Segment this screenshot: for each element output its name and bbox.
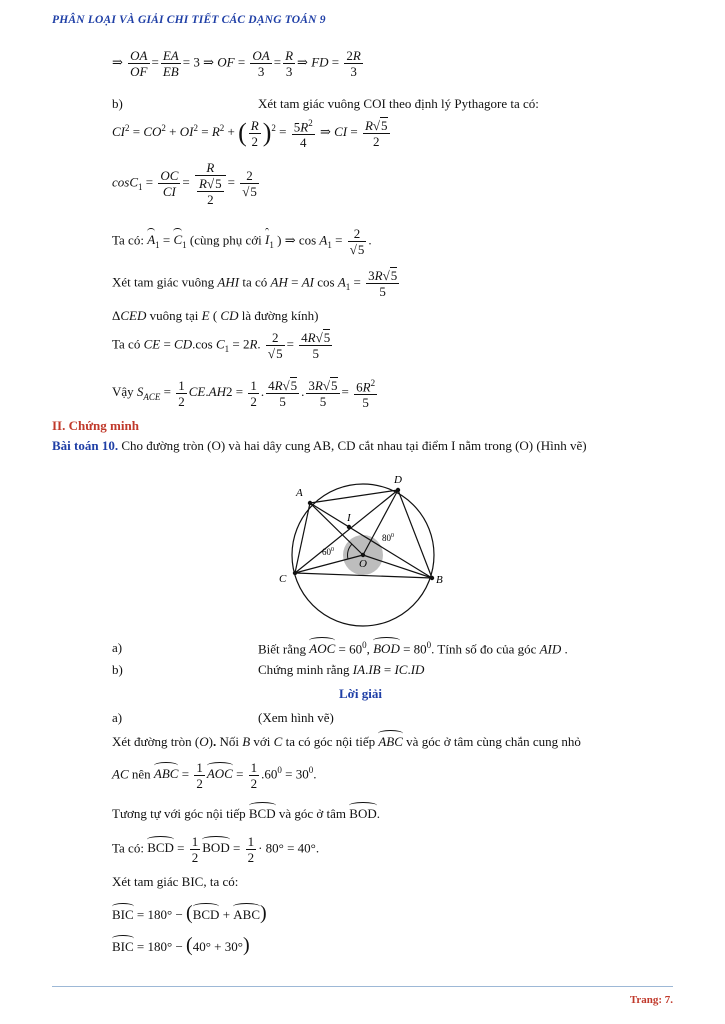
question-b: Chứng minh rằng IA.IB = IC.ID [258, 662, 425, 677]
point-b [430, 576, 434, 580]
taco-prefix: Ta có: [112, 232, 144, 248]
ratio-line: ⇒ $\frac{OA}{OF}$ = $\frac{EA}{EB}$ = 3 ⇒ OF = $\frac{OA}{3}$ = $\frac{R}{3}$ ⇒ FD = $\frac{2R}{3}$ [112, 48, 361, 79]
problem-text: Cho đường tròn (O) và hai dây cung AB, CD cắt nhau tại điểm I nằm trong (O) (Hình vẽ) [121, 438, 587, 453]
ci-equation: $CI^2 = CO^2 + OI^2 = R^2$ + ( $\frac{R}{2}$ )$^2$ = $\frac{5R^2}{4}$ ⇒ CI = $\frac{R√5}{2}$ [112, 117, 388, 151]
point-a [308, 501, 312, 505]
point-i [347, 525, 351, 529]
b-label: b) [112, 96, 123, 111]
ahi-line: Xét tam giác vuông AHI ta có AH = AI $\cos A_1$ = $\frac{3R√5}{5}$ [112, 268, 398, 299]
label-o: O [359, 558, 367, 570]
label-c: C [279, 573, 287, 585]
taco-mid: (cùng phụ cới [189, 232, 262, 248]
solution-heading: Lời giải [339, 686, 382, 701]
point-c [293, 571, 297, 575]
label-b: B [436, 574, 443, 586]
page-header: PHÂN LOẠI VÀ GIẢI CHI TIẾT CÁC DẠNG TOÁN 9 [52, 14, 326, 26]
question-a-label: a) [112, 640, 123, 655]
solution-a-label: a) [112, 710, 123, 725]
problem-label: Bài toán 10. [52, 438, 119, 453]
segment-oa [310, 503, 363, 555]
point-d [396, 488, 400, 492]
segment-db [398, 490, 432, 578]
solution-p2: Tương tự với góc nội tiếp BCD và góc ở tâm BOD. [112, 806, 380, 821]
angle-60-label: $60^0$ [322, 547, 334, 557]
problem-statement [52, 438, 587, 454]
solution-p5: BIC = 180° − (BCD + ABC) [112, 902, 267, 924]
label-i: I [347, 512, 351, 524]
section-title: II. Chứng minh [52, 418, 139, 433]
footer-divider [52, 986, 673, 987]
angle-relation: Ta có: $A_1 = C_1$ (cùng phụ cới $I_1$ ) ⇒ $\cos A_1$ = $\frac{2}{√5}$ . [112, 226, 372, 257]
cos-equation: cosC$_1$ = $\frac{OC}{CI}$ = $\frac{R}{\frac{R√5}{2}}$ = $\frac{2}{√5}$ [112, 160, 257, 207]
b-intro: Xét tam giác vuông COI theo định lý Pythagore ta có: [258, 96, 539, 111]
solution-p1b: AC nên ABC = $\frac{1}{2}$ AOC = $\frac{1}{2}$ $.60^0 = 30^0$. [112, 760, 317, 791]
solution-p1: Xét đường tròn (O). Nối B với C ta có góc nội tiếp ABC và góc ở tâm cùng chắn cung nhỏ [112, 734, 581, 749]
ced-line: ΔCED vuông tại E ( CD là đường kính) [112, 308, 319, 323]
solution-p4: Xét tam giác BIC, ta có: [112, 874, 239, 889]
solution-p6: BIC = 180° − (40° + 30°) [112, 934, 250, 956]
area-line: Vậy $S_{ACE}$ = $\frac{1}{2}$ CE.AH2 = $\frac{1}{2}$ . $\frac{4R√5}{5}$ . $\frac{3R√5}{5}$ = $\frac{6R^2}{5}$ [112, 377, 376, 411]
question-b-label: b) [112, 662, 123, 677]
segment-od [363, 490, 398, 555]
angle-80-label: $80^0$ [382, 533, 394, 543]
label-d: D [394, 474, 402, 486]
solution-a-note: (Xem hình vẽ) [258, 710, 334, 725]
ce-line: Ta có CE = CD.cos $C_1 = 2R$. $\frac{2}{√5}$ = $\frac{4R√5}{5}$ [112, 330, 331, 361]
question-a: Biết rằng AOC = $60^0$, BOD = $80^0$. Tính số đo của góc AID . [258, 640, 568, 657]
label-a: A [296, 487, 303, 499]
solution-p3: Ta có: BCD = $\frac{1}{2}$ BOD = $\frac{1}{2}$ · 80° = 40°. [112, 834, 320, 865]
page-number: Trang: 7. [629, 994, 673, 1006]
geometry-figure [270, 468, 450, 628]
point-o [361, 553, 365, 557]
